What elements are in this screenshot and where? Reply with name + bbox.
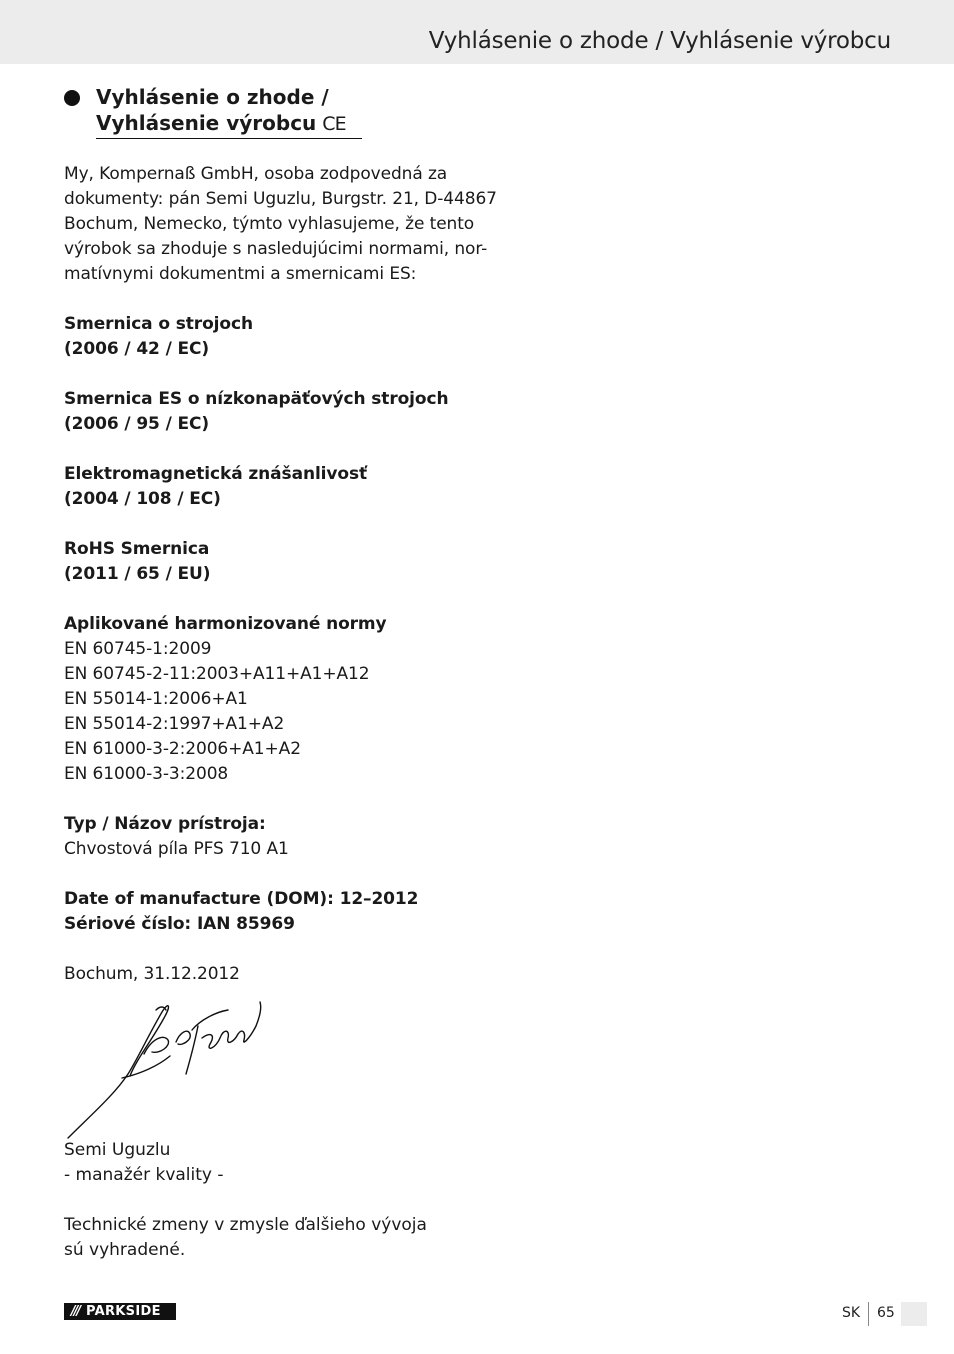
footer-divider (868, 1302, 869, 1326)
directive-code: (2006 / 42 / EC) (64, 339, 210, 359)
device-value: Chvostová píla PFS 710 A1 (64, 839, 289, 859)
page-header-title: Vyhlásenie o zhode / Vyhlásenie výrobcu (428, 28, 891, 54)
standard-item: EN 61000-3-2:2006+A1+A2 (64, 739, 301, 759)
logo-slashes: /// (70, 1304, 80, 1319)
heading-bullet-icon (64, 90, 80, 106)
device-label: Typ / Názov prístroja: (64, 814, 266, 834)
parkside-logo (64, 1303, 176, 1320)
directive-rohs (64, 537, 484, 587)
directive-low-voltage (64, 387, 484, 437)
page-number: 65 (877, 1305, 895, 1321)
footer-tab-box (901, 1302, 927, 1326)
heading-underline (96, 138, 362, 139)
standard-item: EN 55014-1:2006+A1 (64, 689, 248, 709)
standard-item: EN 61000-3-3:2008 (64, 764, 229, 784)
ce-mark-icon: CE (322, 113, 346, 135)
note-line: sú vyhradené. (64, 1240, 186, 1260)
intro-line: výrobok sa zhoduje s nasledujúcimi normami, nor- (64, 239, 488, 259)
intro-line: dokumenty: pán Semi Uguzlu, Burgstr. 21, D-44867 (64, 189, 497, 209)
directive-name: Elektromagnetická znášanlivosť (64, 464, 368, 484)
directive-name: RoHS Smernica (64, 539, 210, 559)
signature (60, 998, 270, 1140)
serial-number: Sériové číslo: IAN 85969 (64, 914, 295, 934)
standard-item: EN 55014-2:1997+A1+A2 (64, 714, 285, 734)
directive-machinery (64, 312, 484, 362)
signatory-role: - manažér kvality - (64, 1165, 224, 1185)
manufacture-date: Date of manufacture (DOM): 12–2012 (64, 889, 419, 909)
place-date (64, 962, 484, 987)
directive-code: (2004 / 108 / EC) (64, 489, 221, 509)
standards-heading: Aplikované harmonizované normy (64, 614, 387, 634)
intro-paragraph (64, 162, 497, 287)
declaration-body (64, 162, 497, 1012)
section-title-line1: Vyhlásenie o zhode / (96, 85, 329, 109)
intro-line: My, Kompernaß GmbH, osoba zodpovedná za (64, 164, 448, 184)
standards-block (64, 612, 484, 787)
section-title-line2 (96, 110, 346, 137)
language-code: SK (842, 1305, 861, 1321)
standard-item: EN 60745-2-11:2003+A11+A1+A12 (64, 664, 370, 684)
device-block (64, 812, 484, 862)
manufacture-block (64, 887, 484, 937)
intro-line: matívnymi dokumentmi a smernicami ES: (64, 264, 417, 284)
spacer (64, 1188, 484, 1213)
directive-emc (64, 462, 484, 512)
signatory-name: Semi Uguzlu (64, 1140, 171, 1160)
directive-code: (2006 / 95 / EC) (64, 414, 210, 434)
place-date-text: Bochum, 31.12.2012 (64, 964, 240, 984)
signatory-block (64, 1138, 484, 1263)
logo-brand: PARKSIDE (86, 1304, 161, 1319)
section-title-line2-text: Vyhlásenie výrobcu (96, 111, 317, 135)
directive-name: Smernica o strojoch (64, 314, 253, 334)
section-title (96, 84, 346, 137)
directive-name: Smernica ES o nízkonapäťových strojoch (64, 389, 449, 409)
directive-code: (2011 / 65 / EU) (64, 564, 211, 584)
standard-item: EN 60745-1:2009 (64, 639, 212, 659)
note-line: Technické zmeny v zmysle ďalšieho vývoja (64, 1215, 427, 1235)
intro-line: Bochum, Nemecko, týmto vyhlasujeme, že tento (64, 214, 475, 234)
